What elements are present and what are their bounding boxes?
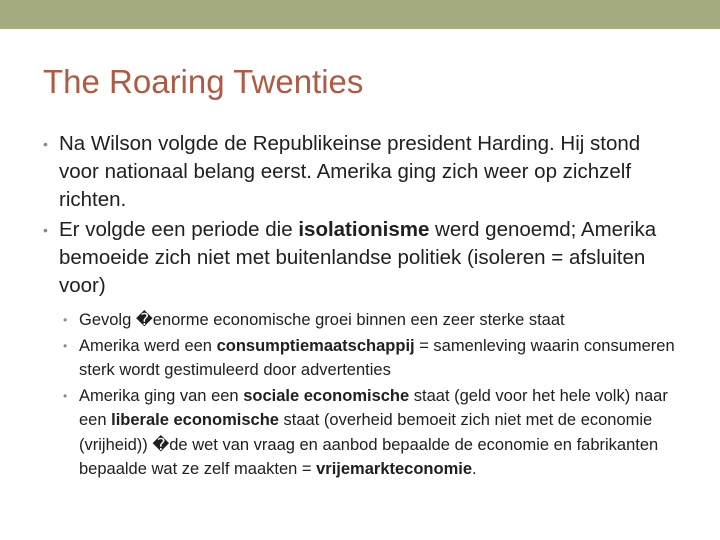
slide-body [43, 130, 683, 483]
bullet-text-start: Er volgde een periode die [59, 218, 299, 241]
bold-term-liberale-economische: liberale economische [111, 411, 279, 429]
bullet-icon: • [63, 338, 68, 353]
sub-bullet-text-end: = samenleving waarin consumeren sterk wordt gestimuleerd door advertenties [79, 336, 675, 379]
sub-bullet-consumptie [63, 334, 683, 383]
sub-bullet-gevolg [63, 308, 683, 333]
slide-title: The Roaring Twenties [43, 63, 364, 100]
bullet-icon: • [43, 136, 48, 152]
bullet-text: Na Wilson volgde de Republikeinse president Harding. Hij stond voor nationaal belang eerst. Amerika ging zich weer op zichzelf richten. [59, 132, 641, 211]
sub-bullet-list [63, 308, 683, 482]
sub-bullet-text-part2: staat (geld voor het hele volk) naar een [79, 386, 668, 429]
bullet-icon: • [43, 222, 48, 238]
bullet-icon: • [63, 313, 68, 327]
bold-term-isolationisme: isolationisme [298, 218, 430, 241]
bold-term-sociale-economische: sociale economische [243, 386, 410, 405]
sub-bullet-text-part1: Amerika ging van een [79, 386, 244, 405]
sub-bullet-economie [63, 384, 683, 482]
bullet-icon: • [63, 388, 68, 403]
header-band [0, 0, 720, 29]
sub-bullet-text-part3: staat (overheid bemoeit zich niet met de economie (vrijheid)) �de wet van vraag en aanbod bepaalde de economie en fabrikanten bepaalde wat ze zelf maakten = [79, 411, 659, 478]
bullet-point-harding [43, 130, 683, 214]
sub-bullet-text-part4: . [472, 460, 477, 478]
bold-term-consumptiemaatschappij: consumptiemaatschappij [216, 336, 415, 355]
sub-bullet-text: Gevolg �enorme economische groei binnen een zeer sterke staat [79, 311, 565, 329]
bold-term-vrijemarkteconomie: vrijemarkteconomie [316, 460, 473, 478]
sub-bullet-text-start: Amerika werd een [79, 336, 217, 355]
bullet-text-end: werd genoemd; Amerika bemoeide zich niet met buitenlandse politiek (isoleren = afsluiten voor) [59, 218, 657, 297]
bullet-point-isolationisme [43, 216, 683, 300]
